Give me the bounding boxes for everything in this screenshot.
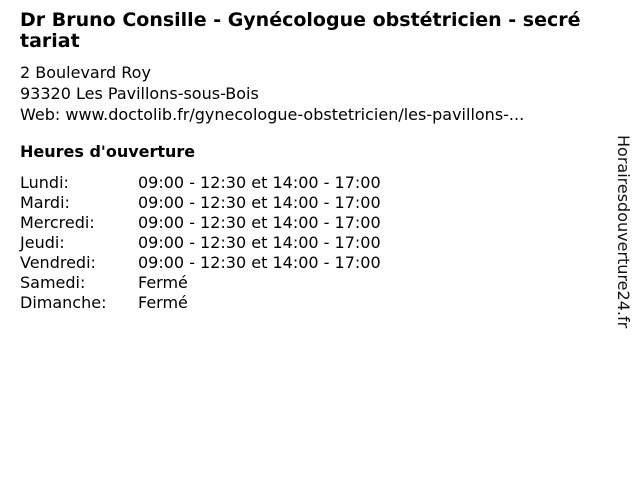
day-label: Jeudi: [20,233,65,252]
day-label: Mercredi: [20,213,95,232]
day-label: Samedi: [20,273,86,292]
website-link[interactable]: Web: www.doctolib.fr/gynecologue-obstetricien/les-pavillons-... [20,105,525,124]
hours-table [20,173,610,313]
day-label: Mardi: [20,193,70,212]
page-title [20,10,610,52]
hours-row-monday [20,173,610,193]
day-label: Dimanche: [20,293,107,312]
title-line-2: tariat [20,30,80,52]
day-hours: 09:00 - 12:30 et 14:00 - 17:00 [138,173,381,192]
day-label: Lundi: [20,173,69,192]
day-hours: 09:00 - 12:30 et 14:00 - 17:00 [138,253,381,272]
hours-row-friday [20,253,610,273]
hours-row-tuesday [20,193,610,213]
day-label: Vendredi: [20,253,96,272]
hours-heading: Heures d'ouverture [20,142,196,161]
content [20,10,610,313]
hours-row-thursday [20,233,610,253]
day-hours: 09:00 - 12:30 et 14:00 - 17:00 [138,233,381,252]
hours-row-sunday [20,293,610,313]
city-address: 93320 Les Pavillons-sous-Bois [20,84,259,103]
hours-row-saturday [20,273,610,293]
day-hours: Fermé [138,293,188,312]
watermark [612,135,634,371]
watermark-text: Horairesdouverture24.fr [614,135,633,329]
street-address: 2 Boulevard Roy [20,63,151,82]
day-hours: Fermé [138,273,188,292]
day-hours: 09:00 - 12:30 et 14:00 - 17:00 [138,213,381,232]
address-block [20,62,610,125]
hours-row-wednesday [20,213,610,233]
day-hours: 09:00 - 12:30 et 14:00 - 17:00 [138,193,381,212]
title-line-1: Dr Bruno Consille - Gynécologue obstétricien - secré [20,9,581,31]
